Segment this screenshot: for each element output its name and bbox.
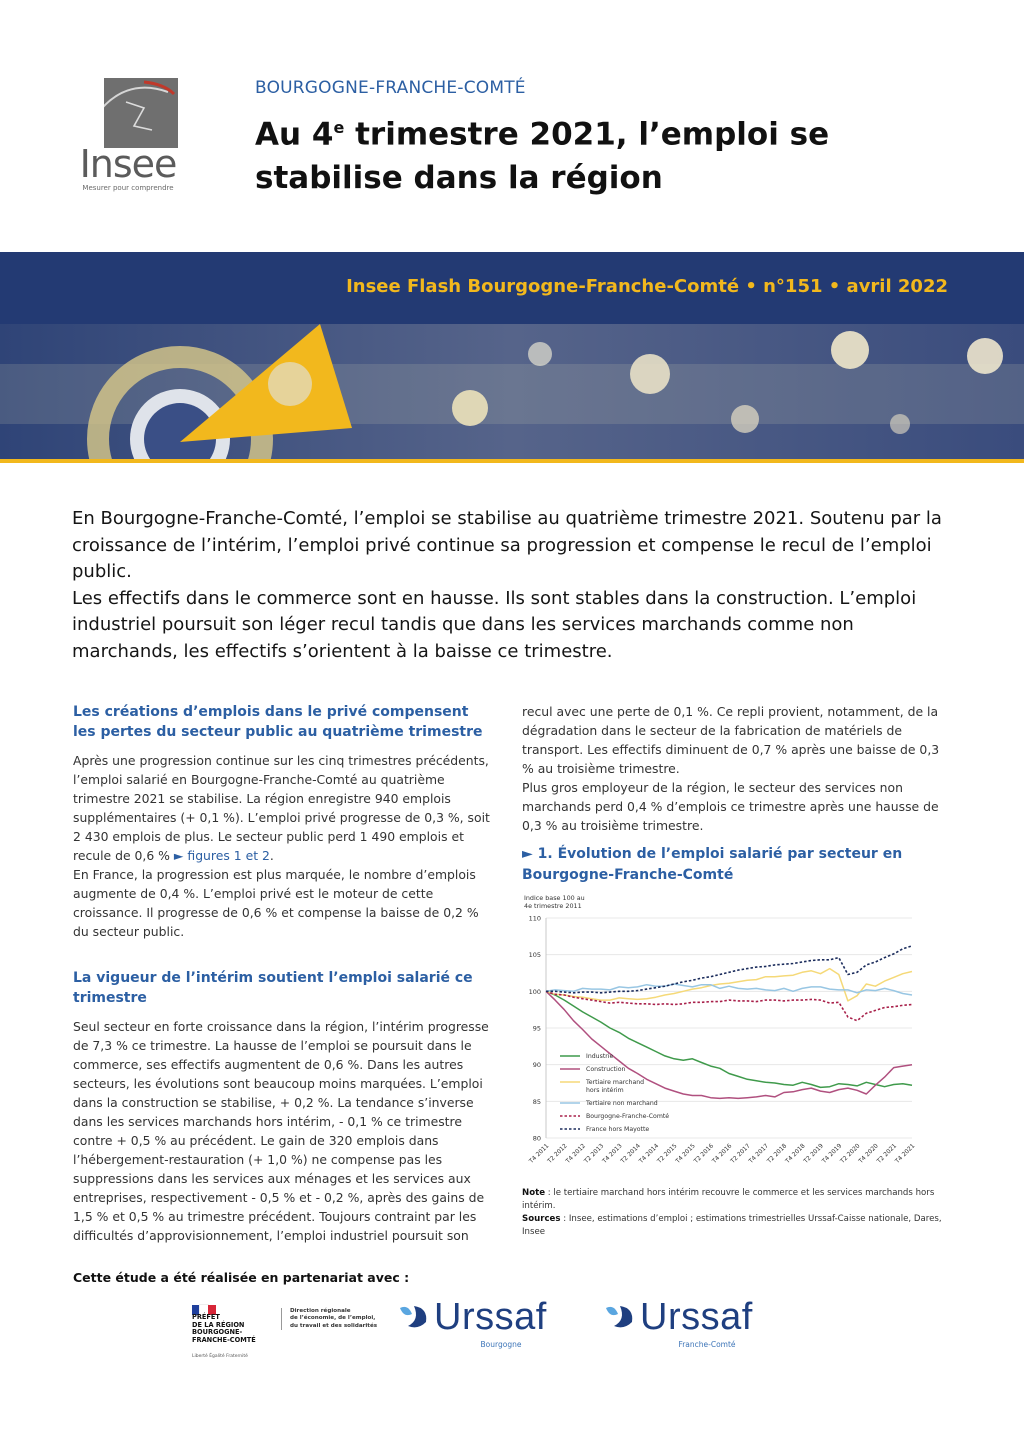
y-tick-label: 110 <box>528 914 541 923</box>
section2-paragraph: Seul secteur en forte croissance dans la région, l’intérim progresse de 7,3 % ce trimestre. La hausse de l’emploi se poursuit dans le commerce, ses effectifs augmentent de 0,6 %. Dans les autres secteurs, les évolutions sont beaucoup moins marquées. L’emploi dans la construction se stabilise, + 0,2 %. La tendance s’inverse dans les services marchands hors intérim, - 0,1 % ce trimestre contre + 0,5 % au précédent. Le gain de 320 emplois dans l’hébergement-restauration (+ 1,0 %) ne compense pas les suppressions dans les services aux ménages et les services aux entreprises, respectivement - 0,5 % et - 0,2 %, après des gains de 1,5 % et 0,5 % au trimestre précédent. Toujours contraint par les difficultés d’approvisionnement, l’emploi industriel poursuit son <box>73 1019 489 1243</box>
y-tick-label: 100 <box>528 987 541 996</box>
insee-logo-mark <box>104 78 178 148</box>
legend-label: France hors Mayotte <box>586 1126 650 1133</box>
y-axis-label <box>524 894 585 910</box>
y-axis-label-line: Indice base 100 au <box>524 894 585 902</box>
y-axis-label-line: 4e trimestre 2011 <box>524 902 582 910</box>
x-tick-label: T4 2011 <box>528 1142 551 1165</box>
x-tick-label: T2 2012 <box>546 1142 569 1165</box>
figure-sources <box>522 1213 952 1239</box>
x-tick-label: T4 2012 <box>564 1142 588 1165</box>
y-tick-label: 105 <box>528 951 541 960</box>
urssaf-sub: Bourgogne <box>480 1340 522 1349</box>
y-tick-labels <box>529 915 541 1143</box>
x-tick-label: T2 2014 <box>619 1142 642 1165</box>
urssaf-sub: Franche-Comté <box>678 1340 736 1349</box>
title-part2: trimestre 2021, l’emploi se stabilise dans la région <box>255 116 830 197</box>
right-paragraph: recul avec une perte de 0,1 %. Ce repli provient, notamment, de la dégradation dans le secteur de la fabrication de matériels de transport. Les effectifs diminuent de 0,7 % après une baisse de 0,3 % au troisième trimestre. <box>522 704 940 776</box>
chart-series-lines <box>546 946 912 1099</box>
title-superscript: e <box>333 118 345 137</box>
urssaf-mark-icon <box>604 1304 638 1334</box>
insee-logo-tagline: Mesurer pour comprendre <box>82 184 174 192</box>
x-tick-label: T4 2017 <box>747 1142 771 1165</box>
region-label: BOURGOGNE-FRANCHE-COMTÉ <box>255 78 526 98</box>
x-tick-label: T4 2013 <box>601 1142 624 1165</box>
prefet-text <box>192 1314 256 1344</box>
section2-body <box>73 1017 501 1245</box>
x-tick-label: T2 2017 <box>729 1142 752 1165</box>
legend-label: Construction <box>586 1066 626 1073</box>
x-tick-label: T4 2019 <box>820 1142 844 1165</box>
sources-text: : Insee, estimations d’emploi ; estimations trimestrielles Urssaf-Caisse nationale, Dares, Insee <box>522 1214 942 1237</box>
legend-label: Industrie <box>586 1053 614 1060</box>
prefet-logo <box>190 1300 285 1370</box>
section1-p1-text: Après une progression continue sur les cinq trimestres précédents, l’emploi salarié en Bourgogne-Franche-Comté au quatrième trimestre 2021 se stabilise. La région enregistre 940 emplois supplémentaires (+ 0,1 %). L’emploi privé progresse de 0,3 %, soit 2 430 emplois de plus. Le secteur public perd 1 490 emplois et recule de 0,6 % <box>73 753 490 863</box>
x-tick-label: T4 2016 <box>711 1142 734 1165</box>
section1-paragraph: Après une progression continue sur les cinq trimestres précédents, l’emploi salarié en Bourgogne-Franche-Comté au quatrième trimestre 2021 se stabilise. La région enregistre 940 emplois supplémentaires (+ 0,1 %). L’emploi privé progresse de 0,3 %, soit 2 430 emplois de plus. Le secteur public perd 1 490 emplois et recule de 0,6 % ► figures 1 et 2. <box>73 753 490 863</box>
x-tick-label: T2 2016 <box>692 1142 716 1165</box>
x-tick-label: T4 2015 <box>674 1142 697 1165</box>
y-tick-label: 90 <box>532 1061 541 1070</box>
intro-paragraph: Les effectifs dans le commerce sont en hausse. Ils sont stables dans la construction. L’emploi industriel poursuit son léger recul tandis que dans les services marchands comme non marchands, les effectifs s’orientent à la baisse ce trimestre. <box>72 587 917 662</box>
employment-line-chart <box>516 892 926 1180</box>
french-flag-icon <box>192 1300 216 1310</box>
prefet-line: DE LA RÉGION <box>192 1320 245 1329</box>
x-tick-label: T2 2013 <box>582 1142 606 1165</box>
urssaf-franche-comte-logo <box>604 1296 779 1356</box>
x-tick-label: T2 2018 <box>765 1142 789 1165</box>
urssaf-name: Urssaf <box>434 1296 547 1338</box>
x-tick-labels <box>527 1142 916 1165</box>
section1-paragraph: En France, la progression est plus marquée, le nombre d’emplois augmente de 0,4 %. L’emploi privé est le moteur de cette croissance. Il progresse de 0,6 % et compense la baisse de 0,2 % du secteur public. <box>73 867 479 939</box>
legend-label-line: Tertiaire marchand <box>586 1079 645 1086</box>
insee-logo <box>72 76 184 196</box>
dreets-line: de l’économie, de l’emploi, <box>290 1315 376 1322</box>
figures-link[interactable]: ► figures 1 et 2 <box>173 848 270 863</box>
x-tick-label: T2 2015 <box>656 1142 679 1165</box>
prefet-line: BOURGOGNE- <box>192 1328 243 1336</box>
y-tick-label: 95 <box>532 1024 541 1033</box>
banner-illustration <box>0 324 1024 460</box>
insee-logo-word: Insee <box>79 142 177 186</box>
legend-label <box>585 1079 644 1094</box>
prefet-motto: Liberté Égalité Fraternité <box>192 1354 248 1359</box>
legend-label: Tertiaire non marchand <box>586 1100 658 1107</box>
urssaf-mark-icon <box>398 1304 432 1334</box>
publication-info: Insee Flash Bourgogne-Franche-Comté • n°151 • avril 2022 <box>346 276 948 297</box>
intro-paragraph: En Bourgogne-Franche-Comté, l’emploi se stabilise au quatrième trimestre 2021. Soutenu par la croissance de l’intérim, l’emploi privé continue sa progression et compense le recul de l’emploi public. <box>72 508 942 582</box>
intro-summary <box>72 506 942 665</box>
prefet-line: FRANCHE-COMTÉ <box>192 1335 256 1344</box>
partners-label: Cette étude a été réalisée en partenariat avec : <box>73 1270 410 1285</box>
section1-body <box>73 751 498 941</box>
x-tick-label: T4 2018 <box>784 1142 807 1165</box>
urssaf-name: Urssaf <box>640 1296 753 1338</box>
x-tick-label: T2 2019 <box>802 1142 825 1165</box>
prefet-line: PRÉFET <box>192 1313 220 1321</box>
y-tick-label: 85 <box>532 1097 541 1106</box>
sources-label: Sources <box>522 1214 561 1224</box>
note-label: Note <box>522 1188 546 1198</box>
dreets-logo <box>281 1308 390 1330</box>
y-tick-label: 80 <box>532 1134 541 1143</box>
x-tick-label: T4 2014 <box>637 1142 661 1165</box>
right-paragraph: Plus gros employeur de la région, le secteur des services non marchands perd 0,4 % d’emplois ce trimestre après une hausse de 0,3 % au troisième trimestre. <box>522 780 939 833</box>
x-tick-label: T2 2020 <box>839 1142 862 1165</box>
dreets-line: Direction régionale <box>290 1308 351 1314</box>
banner-rule <box>0 459 1024 463</box>
figure-note <box>522 1187 952 1213</box>
x-tick-label: T2 2021 <box>875 1142 899 1165</box>
note-text: : le tertiaire marchand hors intérim recouvre le commerce et les services marchands hors intérim. <box>522 1188 935 1211</box>
section1-heading: Les créations d’emplois dans le privé compensent les pertes du secteur public au quatrième trimestre <box>73 704 483 740</box>
legend-label: Bourgogne-Franche-Comté <box>586 1113 670 1120</box>
right-column-body <box>522 702 954 835</box>
legend-label-line: hors intérim <box>586 1087 624 1094</box>
dreets-line: du travail et des solidarités <box>290 1322 378 1329</box>
series-line <box>546 969 912 1001</box>
figure-notes <box>522 1187 952 1239</box>
page-title <box>255 106 955 200</box>
urssaf-bourgogne-logo <box>398 1296 573 1356</box>
title-part1: Au 4 <box>255 116 334 153</box>
section2-heading: La vigueur de l’intérim soutient l’emploi salarié ce trimestre <box>73 970 473 1006</box>
x-tick-label: T4 2021 <box>894 1142 917 1165</box>
figure-title: ► 1. Évolution de l’emploi salarié par secteur en Bourgogne-Franche-Comté <box>522 846 903 883</box>
x-tick-label: T4 2020 <box>857 1142 880 1165</box>
